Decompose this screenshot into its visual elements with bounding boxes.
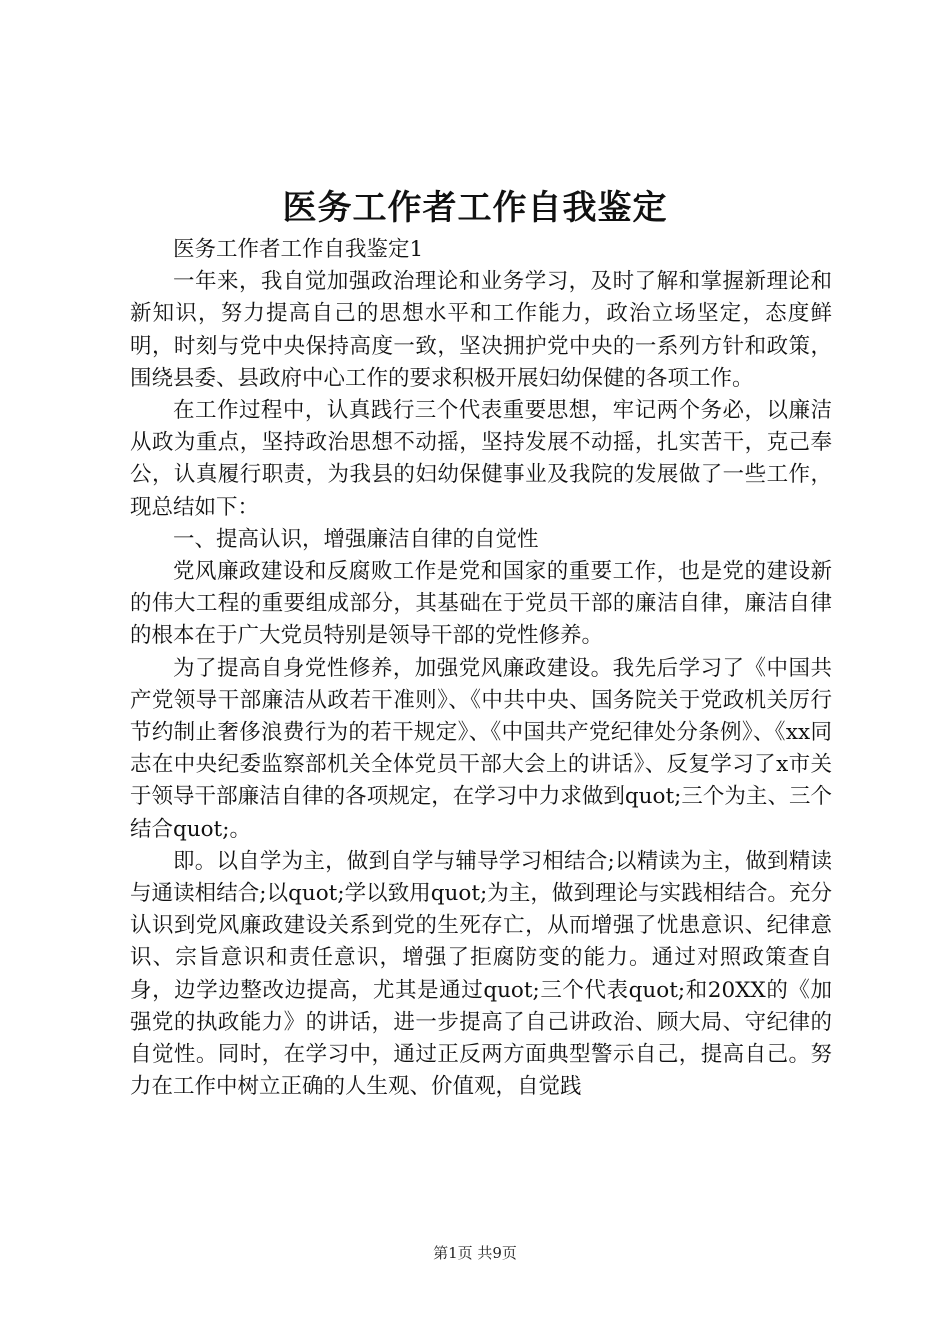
page-footer: 第1页 共9页 [433,1244,517,1262]
paragraph: 即。以自学为主，做到自学与辅导学习相结合;以精读为主，做到精读与通读相结合;以quot;学以致用quot;为主，做到理论与实践相结合。充分认识到党风廉政建设关系到党的生死存亡，从而增强了忧患意识、纪律意识、宗旨意识和责任意识，增强了拒腐防变的能力。通过对照政策查自身，边学边整改边提高，尤其是通过quot;三个代表quot;和20XX的《加强党的执政能力》的讲话，进一步提高了自己讲政治、顾大局、守纪律的自觉性。同时，在学习中，通过正反两方面典型警示自己，提高自己。努力在工作中树立正确的人生观、价值观，自觉践 [130,848,832,1100]
section-heading: 一、提高认识，增强廉洁自律的自觉性 [173,526,539,552]
document-body [130,234,832,1103]
paragraph: 党风廉政建设和反腐败工作是党和国家的重要工作，也是党的建设新的伟大工程的重要组成部分，其基础在于党员干部的廉洁自律，廉洁自律的根本在于广大党员特别是领导干部的党性修养。 [130,559,832,649]
paragraph-subtitle: 医务工作者工作自我鉴定1 [173,237,424,262]
paragraph: 一年来，我自觉加强政治理论和业务学习，及时了解和掌握新理论和新知识，努力提高自己的思想水平和工作能力，政治立场坚定，态度鲜明，时刻与党中央保持高度一致，坚决拥护党中央的一系列方针和政策，围绕县委、县政府中心工作的要求积极开展妇幼保健的各项工作。 [130,269,832,391]
paragraph: 在工作过程中，认真践行三个代表重要思想，牢记两个务必，以廉洁从政为重点，坚持政治思想不动摇，坚持发展不动摇，扎实苦干，克己奉公，认真履行职责，为我县的妇幼保健事业及我院的发展做了一些工作，现总结如下： [130,398,832,520]
paragraph: 为了提高自身党性修养，加强党风廉政建设。我先后学习了《中国共产党领导干部廉洁从政若干准则》、《中共中央、国务院关于党政机关厉行节约制止奢侈浪费行为的若干规定》、《中国共产党纪律处分条例》、《xx同志在中央纪委监察部机关全体党员干部大会上的讲话》、反复学习了x市关于领导干部廉洁自律的各项规定，在学习中力求做到quot;三个为主、三个结合quot;。 [130,655,832,842]
document-title: 医务工作者工作自我鉴定 [282,188,668,228]
